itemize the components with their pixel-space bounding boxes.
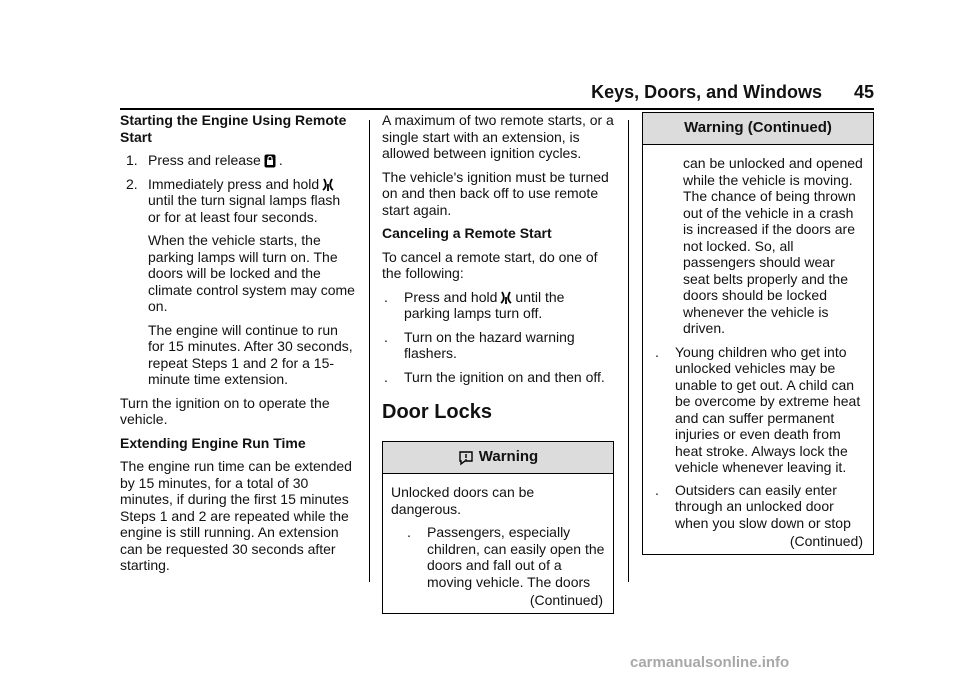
step-1-end: .	[278, 152, 283, 168]
remote-start-heading: Starting the Engine Using Remote Start	[120, 112, 347, 145]
warning-header	[643, 113, 873, 145]
bullet-1-text-a: Press and hold	[404, 288, 498, 305]
warning-body	[643, 145, 873, 554]
header-rule	[120, 108, 874, 110]
door-locks-title: Door Locks	[382, 401, 493, 423]
continued-label: (Continued)	[789, 533, 863, 549]
header-title: Keys, Doors, and Windows	[591, 82, 822, 102]
bullet-mark: .	[384, 288, 388, 305]
column-divider	[628, 120, 629, 582]
page-header	[120, 84, 874, 106]
list-item	[651, 482, 865, 532]
lock-button-icon	[264, 154, 276, 168]
column-3	[642, 112, 874, 555]
bullet-1-text-b: until the parking lamps turn off.	[404, 288, 565, 321]
column-divider	[369, 120, 370, 582]
warning-bullet-1: Passengers, especially children, can easily open the doors and fall out of a moving vehicle. The doors	[427, 524, 605, 590]
step-2-text-a: Immediately press and hold	[148, 175, 320, 192]
bullet-mark: .	[655, 481, 659, 498]
step-text	[148, 152, 356, 169]
bullet-2-text: Turn on the hazard warning flashers.	[404, 328, 575, 361]
column-2	[382, 112, 614, 614]
extending-run-time-heading: Extending Engine Run Time	[120, 434, 306, 451]
step-1-text: Press and release	[148, 152, 261, 168]
step-2	[120, 176, 356, 226]
list-item	[382, 329, 614, 362]
warning-body	[383, 474, 613, 613]
bullet-mark: .	[407, 524, 411, 540]
warning-title: Warning	[478, 448, 539, 466]
max-starts-paragraph: A maximum of two remote starts, or a single start with an extension, is allowed between ignition cycles.	[382, 112, 614, 161]
warning-icon	[458, 450, 474, 466]
list-item	[382, 369, 614, 386]
step-number: 1.	[126, 152, 138, 168]
warning-continued-text: can be unlocked and opened while the vehicle is moving. The chance of being thrown out of the vehicle in a crash is increased if the doors are not locked. So, all passengers should wear seat belts properly and the doors should be locked whenever the vehicle is driven.	[683, 155, 863, 336]
column-1	[120, 112, 356, 581]
step-2-para-2: When the vehicle starts, the parking lamps will turn on. The doors will be locked and the climate control system may come on.	[148, 232, 355, 314]
warning-bullet-3: Outsiders can easily enter through an unlocked door when you slow down or stop	[675, 481, 851, 531]
warning-header	[383, 442, 613, 474]
list-item	[382, 289, 614, 322]
bullet-mark: .	[655, 343, 659, 360]
list-item	[391, 524, 605, 590]
bullet-mark: .	[384, 328, 388, 345]
warning-box	[382, 441, 614, 614]
ignition-cycle-paragraph: The vehicle's ignition must be turned on and then back off to use remote start again.	[382, 168, 609, 218]
step-2-text-b: until the turn signal lamps flash or for at least four seconds.	[148, 192, 341, 225]
step-text	[148, 176, 356, 226]
page-number: 45	[853, 82, 874, 102]
extending-paragraph: The engine run time can be extended by 15 minutes, for a total of 30 minutes, if during the first 15 minutes Steps 1 and 2 are repeated while the engine is still running. An extension can be requested 30 seconds after starting.	[120, 458, 352, 573]
remote-start-icon	[500, 291, 512, 305]
remote-start-icon	[322, 178, 334, 192]
canceling-heading: Canceling a Remote Start	[382, 225, 552, 241]
watermark: carmanualsonline.info	[630, 654, 790, 671]
list-item	[651, 344, 865, 476]
warning-box-continued	[642, 112, 874, 555]
bullet-3-text: Turn the ignition on and then off.	[404, 368, 605, 385]
step-number: 2.	[126, 175, 138, 192]
warning-title: Warning (Continued)	[684, 119, 832, 137]
canceling-paragraph: To cancel a remote start, do one of the following:	[382, 248, 598, 281]
continued-label: (Continued)	[529, 592, 603, 608]
step-1	[120, 152, 356, 169]
bullet-text	[404, 289, 614, 322]
warning-intro: Unlocked doors can be dangerous.	[391, 484, 535, 517]
bullet-mark: .	[384, 368, 388, 385]
step-2-para-3: The engine will continue to run for 15 minutes. After 30 seconds, repeat Steps 1 and 2 for a 15-minute time extension.	[148, 321, 353, 387]
warning-bullet-2: Young children who get into unlocked vehicles may be unable to get out. A child can be overcome by extreme heat and can suffer permanent injuries or even death from heat stroke. Always lock the vehicle whenever leaving it.	[675, 343, 861, 475]
ignition-paragraph: Turn the ignition on to operate the vehicle.	[120, 394, 330, 427]
